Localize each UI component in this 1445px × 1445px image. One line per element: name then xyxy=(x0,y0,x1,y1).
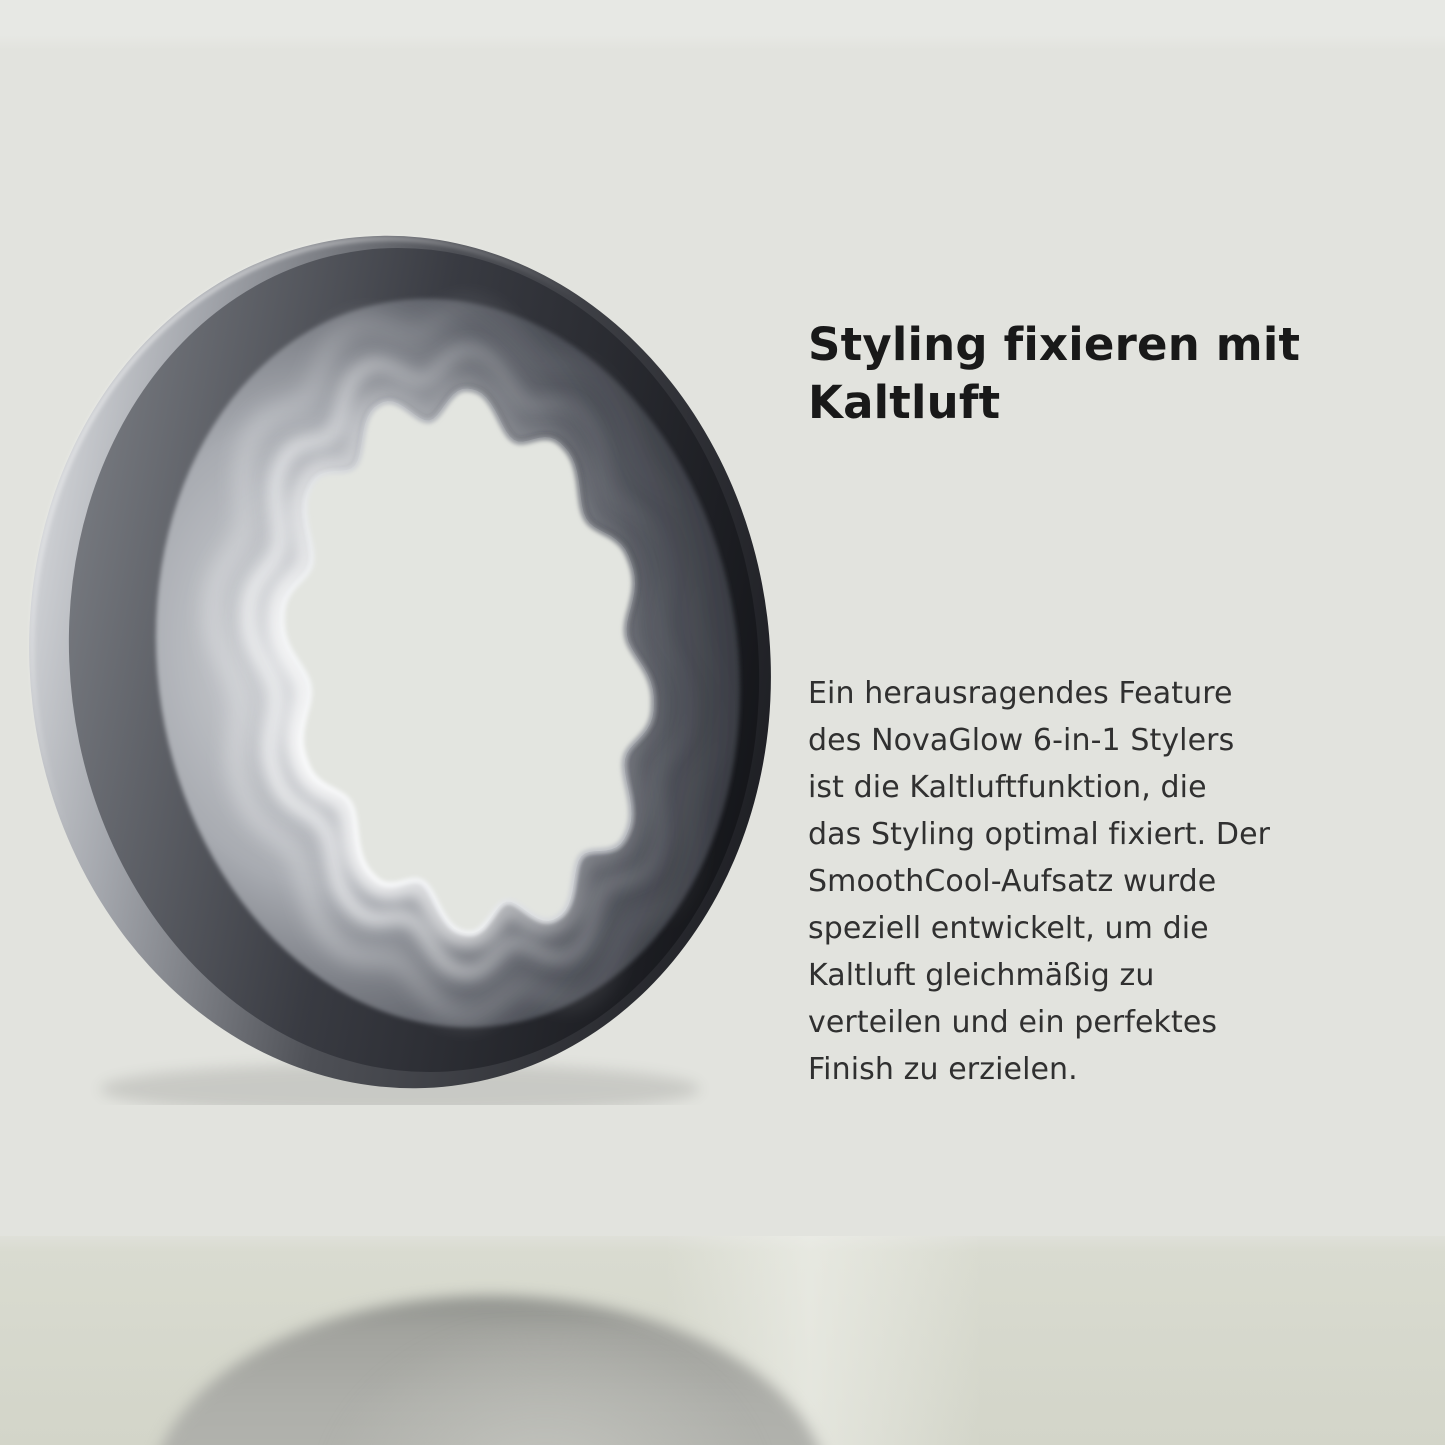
section-body xyxy=(808,670,1408,1093)
product-image-smoothcool-attachment xyxy=(0,225,790,1105)
product-reflection-highlight xyxy=(330,1330,760,1445)
body-line: ist die Kaltluftfunktion, die xyxy=(808,770,1207,805)
background-top-strip xyxy=(0,0,1445,50)
body-line: verteilen und ein perfektes xyxy=(808,1005,1218,1040)
body-line: Kaltluft gleichmäßig zu xyxy=(808,958,1155,993)
heading-line: Styling fixieren mit xyxy=(808,318,1301,371)
body-line: des NovaGlow 6-in-1 Stylers xyxy=(808,723,1235,758)
body-line: das Styling optimal fixiert. Der xyxy=(808,817,1271,852)
body-line: Ein herausragendes Feature xyxy=(808,676,1233,711)
heading-line: Kaltluft xyxy=(808,376,1001,429)
body-line: speziell entwickelt, um die xyxy=(808,911,1209,946)
attachment-ring-illustration xyxy=(0,225,790,1105)
section-heading xyxy=(808,316,1408,432)
text-column xyxy=(808,316,1408,1093)
body-line: SmoothCool-Aufsatz wurde xyxy=(808,864,1217,899)
body-line: Finish zu erzielen. xyxy=(808,1052,1078,1087)
